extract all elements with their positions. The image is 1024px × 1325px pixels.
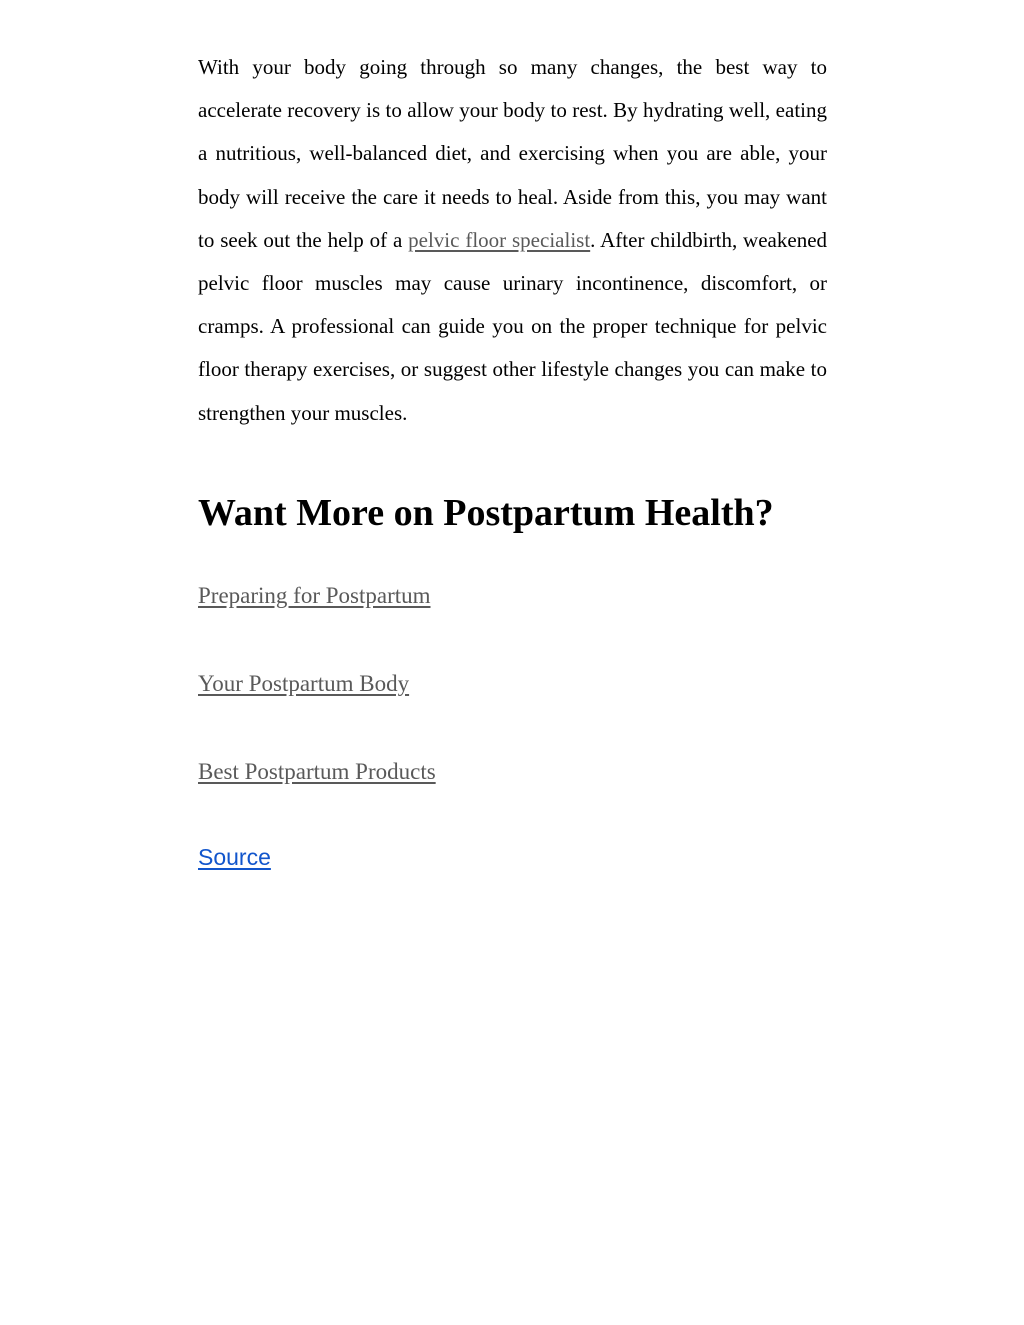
section-heading: Want More on Postpartum Health? — [198, 491, 774, 534]
list-item — [198, 579, 827, 615]
preparing-for-postpartum-link[interactable]: Preparing for Postpartum — [198, 582, 431, 608]
list-item — [198, 755, 827, 791]
document-page — [198, 46, 827, 874]
related-links-list — [198, 579, 827, 791]
your-postpartum-body-link[interactable]: Your Postpartum Body — [198, 670, 410, 696]
best-postpartum-products-link[interactable]: Best Postpartum Products — [198, 758, 436, 784]
list-item — [198, 667, 827, 703]
paragraph-text-start: With your body going through so many changes, the best way to accelerate recovery is to allow your body to rest. By hydrating well, eating a nutritious, well-balanced diet, and exercising when you are able, your body will receive the care it needs to heal. Aside from this, you may want to seek out the help of a — [198, 55, 827, 252]
pelvic-floor-specialist-link[interactable]: pelvic floor specialist — [408, 227, 591, 252]
source-link[interactable]: Source — [198, 843, 271, 870]
paragraph-text-end: . After childbirth, weakened pelvic floor muscles may cause urinary incontinence, discomfort, or cramps. A professional can guide you on the proper technique for pelvic floor therapy exercises, or suggest other lifestyle changes you can make to strengthen your muscles. — [198, 227, 828, 425]
body-paragraph — [198, 46, 827, 435]
